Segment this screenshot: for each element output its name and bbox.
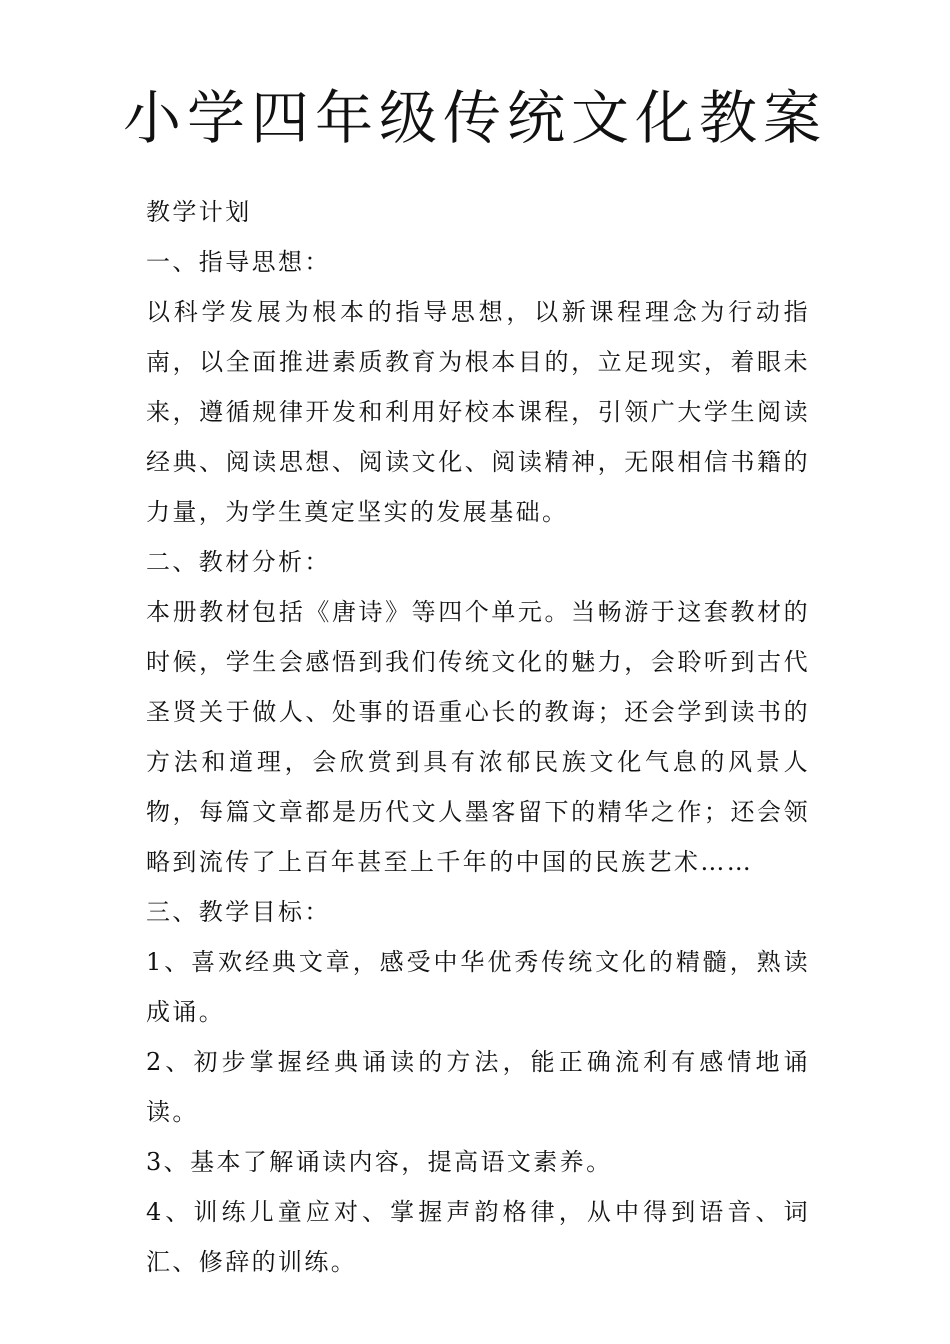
goal-item-4: 4、训练儿童应对、掌握声韵格律，从中得到语音、词汇、修辞的训练。	[146, 1198, 810, 1276]
document-title: 小学四年级传统文化教案	[122, 84, 827, 152]
section-heading-material-analysis: 二、教材分析：	[146, 548, 331, 576]
section-heading-teaching-goals: 三、教学目标：	[146, 898, 331, 926]
goal-item-1: 1、喜欢经典文章，感受中华优秀传统文化的精髓，熟读成诵。	[146, 948, 810, 1026]
section-heading-guiding-thought: 一、指导思想：	[146, 248, 331, 276]
goal-item-3: 3、基本了解诵读内容，提高语文素养。	[146, 1148, 613, 1176]
paragraph-guiding-thought: 以科学发展为根本的指导思想，以新课程理念为行动指南，以全面推进素质教育为根本目的，立足现实，着眼未来，遵循规律开发和利用好校本课程，引领广大学生阅读经典、阅读思想、阅读文化、阅读精神，无限相信书籍的力量，为学生奠定坚实的发展基础。	[146, 298, 810, 526]
section-heading-plan: 教学计划	[146, 198, 252, 226]
goal-item-2: 2、初步掌握经典诵读的方法，能正确流利有感情地诵读。	[146, 1048, 810, 1126]
paragraph-material-analysis: 本册教材包括《唐诗》等四个单元。当畅游于这套教材的时候，学生会感悟到我们传统文化的魅力，会聆听到古代圣贤关于做人、处事的语重心长的教诲；还会学到读书的方法和道理，会欣赏到具有浓郁民族文化气息的风景人物，每篇文章都是历代文人墨客留下的精华之作；还会领略到流传了上百年甚至上千年的中国的民族艺术……	[146, 598, 810, 876]
document-body	[146, 187, 810, 1287]
